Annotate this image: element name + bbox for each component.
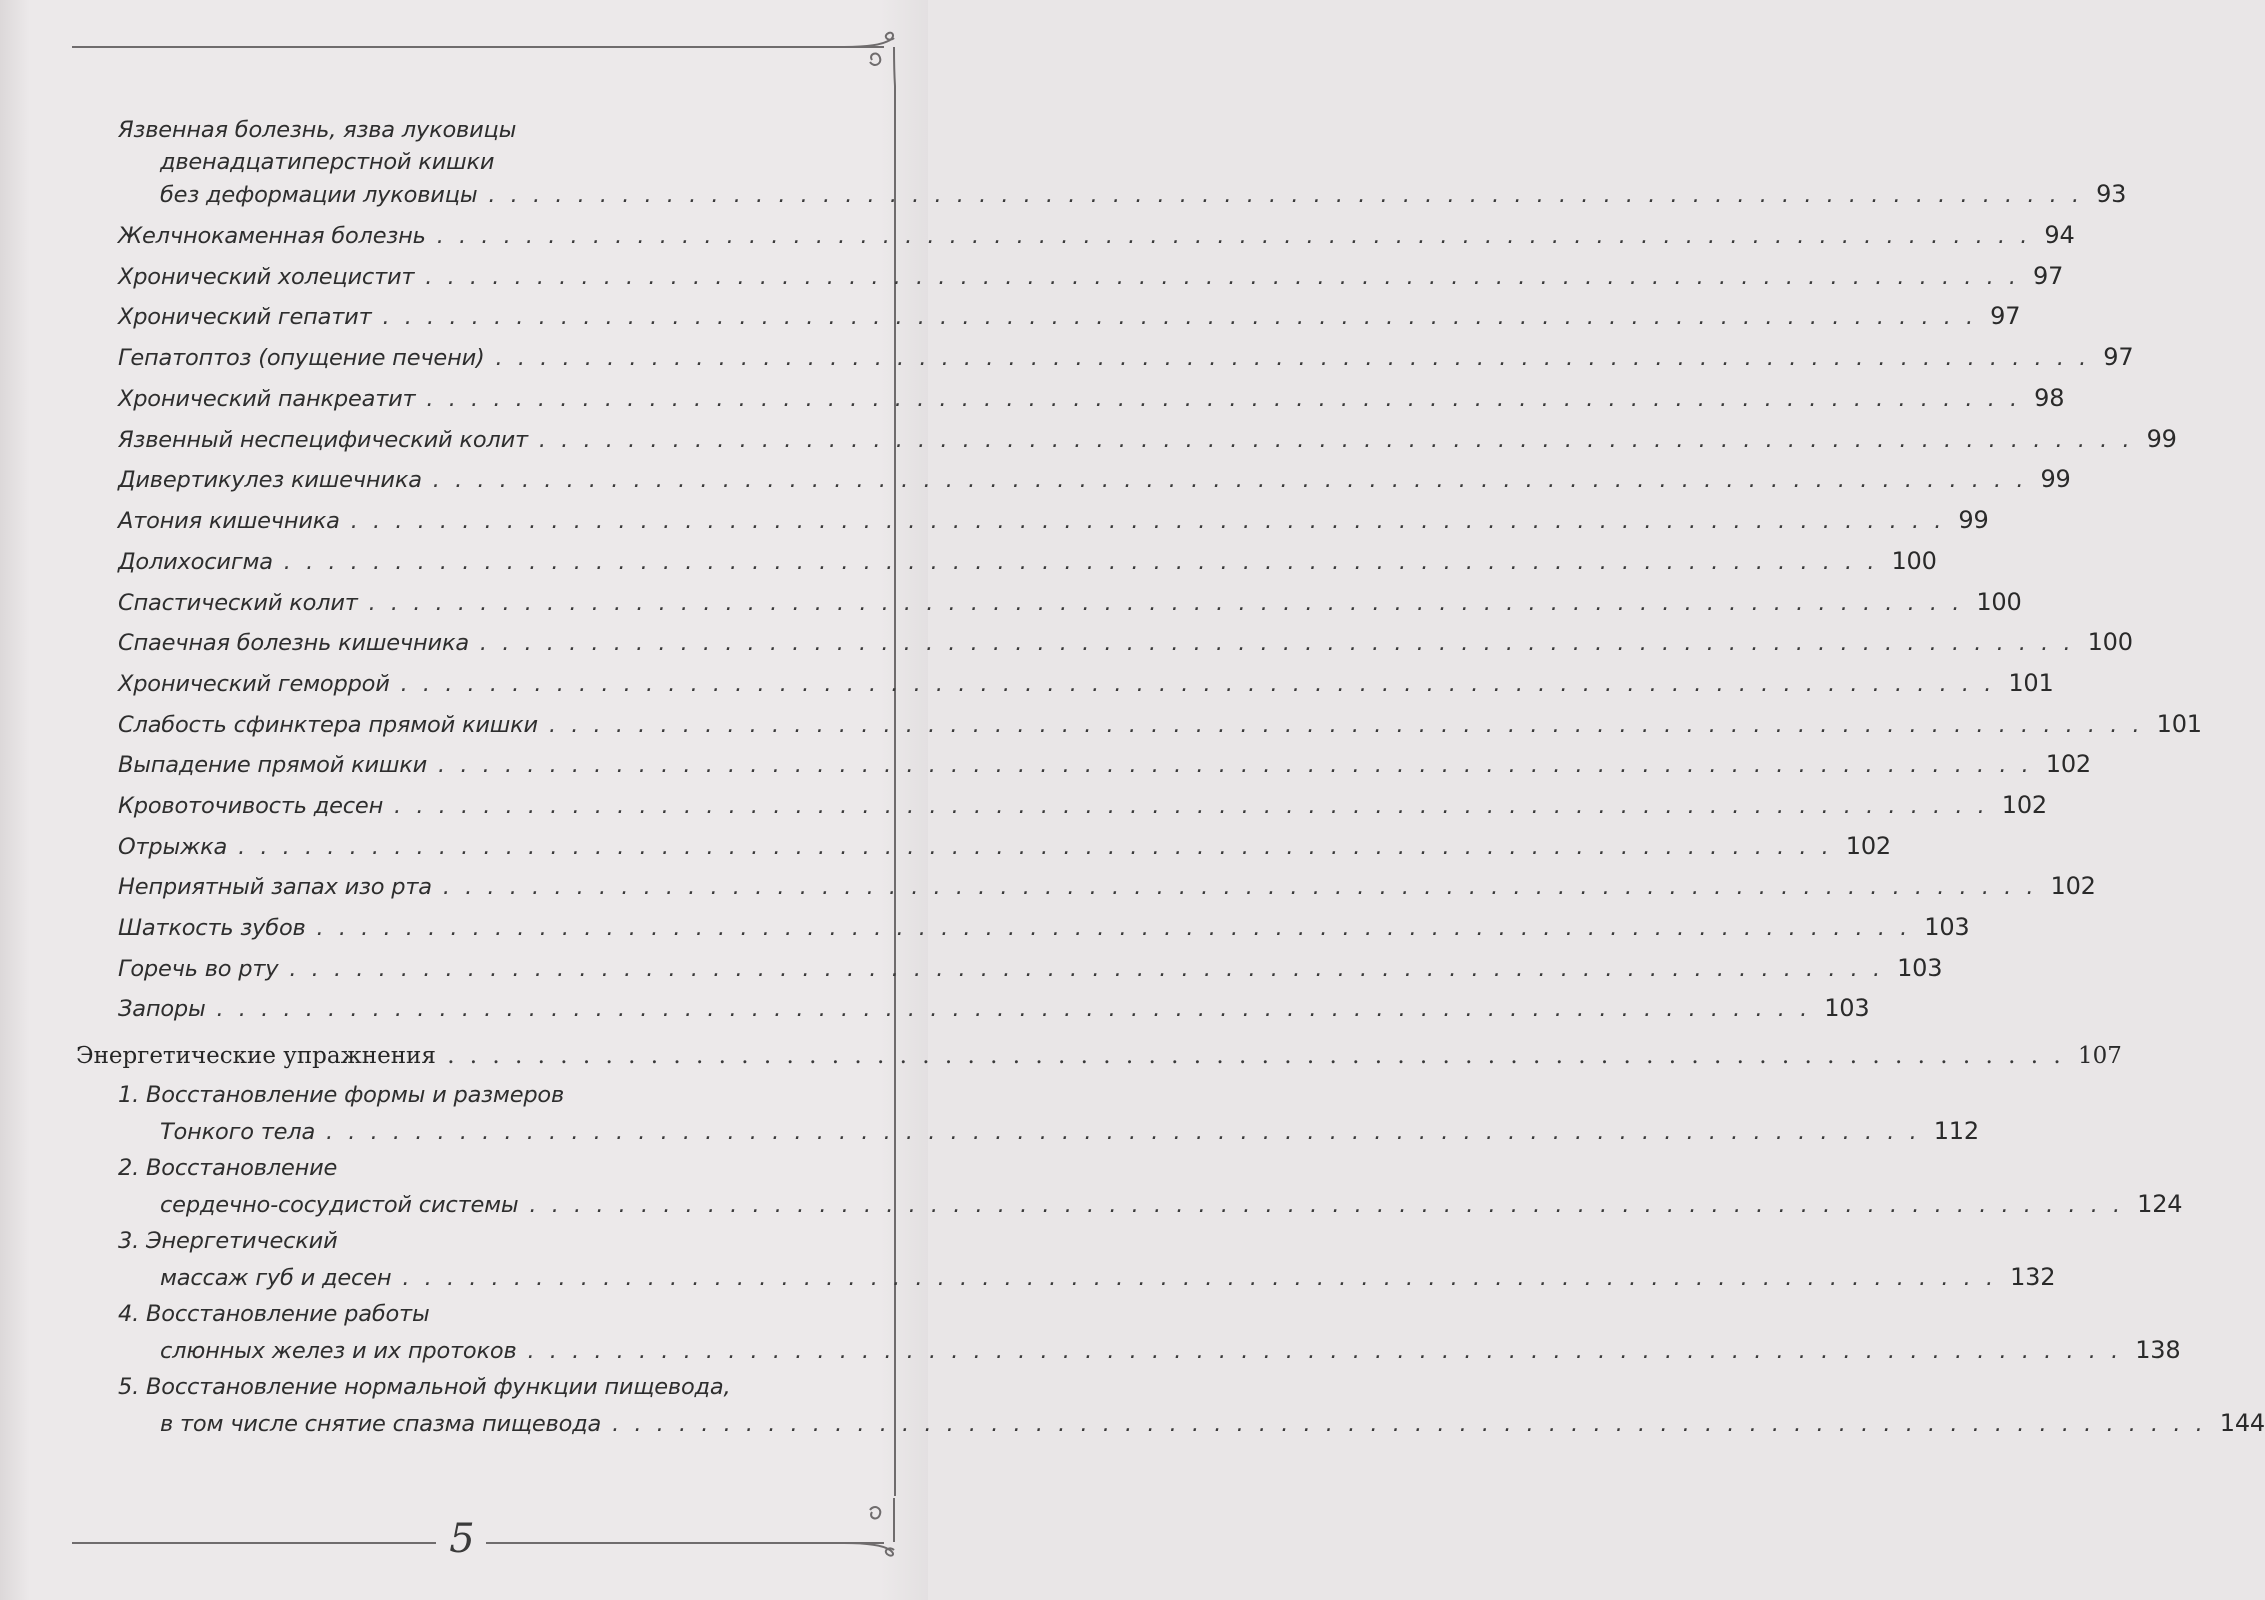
entry-leader-line bbox=[118, 830, 1892, 862]
entry-page-number: 97 bbox=[1990, 302, 2021, 330]
dot-leader bbox=[539, 427, 2134, 453]
dot-leader bbox=[612, 1411, 2207, 1437]
toc-entry[interactable] bbox=[118, 830, 1892, 862]
entry-title: Хронический геморрой bbox=[118, 671, 390, 697]
entry-leader-line bbox=[118, 789, 2047, 821]
entry-leader-line bbox=[118, 911, 1970, 943]
exercise-leader-line bbox=[118, 1405, 2265, 1441]
frame-top-rule bbox=[72, 46, 884, 48]
toc-entry[interactable] bbox=[118, 341, 2134, 373]
dot-leader bbox=[437, 223, 2032, 249]
dot-leader bbox=[317, 915, 1912, 941]
entry-title: Хронический холецистит bbox=[118, 264, 415, 290]
toc-entry[interactable] bbox=[118, 260, 2064, 292]
entry-leader-line bbox=[118, 870, 2096, 902]
dot-leader bbox=[401, 671, 1996, 697]
toc-entry[interactable] bbox=[118, 667, 2054, 699]
toc-entry[interactable] bbox=[118, 300, 2021, 332]
exercise-title: слюнных желез и их протоков bbox=[160, 1338, 517, 1364]
entry-page-number: 102 bbox=[2050, 872, 2096, 900]
dot-leader bbox=[480, 630, 2075, 656]
exercise-page-number: 112 bbox=[1933, 1117, 1979, 1145]
entry-title: Спаечная болезнь кишечника bbox=[118, 630, 469, 656]
entry-page-number: 99 bbox=[2040, 465, 2071, 493]
entry-leader-line bbox=[118, 586, 2022, 618]
exercise-title-line: 5. Восстановление нормальной функции пищевода, bbox=[118, 1374, 731, 1400]
toc-exercise-entry[interactable] bbox=[118, 1223, 2056, 1295]
entry-page-number: 102 bbox=[2001, 791, 2047, 819]
entry-page-number: 93 bbox=[2096, 180, 2127, 208]
toc-entry[interactable] bbox=[118, 626, 2133, 658]
entry-page-number: 102 bbox=[1845, 832, 1892, 860]
entry-title: Желчнокаменная болезнь bbox=[118, 223, 426, 249]
entry-title-line: двенадцатиперстной кишки bbox=[160, 149, 495, 175]
frame-bottom-rule-left bbox=[72, 1542, 436, 1544]
dot-leader bbox=[447, 1043, 2064, 1069]
dot-leader bbox=[426, 386, 2021, 412]
entry-title: Язвенный неспецифический колит bbox=[118, 427, 528, 453]
toc-entry[interactable] bbox=[118, 748, 2091, 780]
dot-leader bbox=[217, 996, 1812, 1022]
entry-leader-line bbox=[118, 423, 2177, 455]
dot-leader bbox=[394, 793, 1989, 819]
dot-leader bbox=[284, 549, 1879, 575]
frame-bottom-rule-right bbox=[486, 1542, 884, 1544]
section-title: Энергетические упражнения bbox=[76, 1043, 436, 1069]
section-leader-line bbox=[76, 1039, 2122, 1073]
entry-title: Хронический гепатит bbox=[118, 304, 372, 330]
entry-title: Шаткость зубов bbox=[118, 915, 306, 941]
dot-leader bbox=[443, 874, 2038, 900]
entry-leader-line bbox=[118, 300, 2021, 332]
exercise-page-number: 124 bbox=[2137, 1190, 2183, 1218]
entry-title: Слабость сфинктера прямой кишки bbox=[118, 712, 538, 738]
entry-title: Запоры bbox=[118, 996, 206, 1022]
entry-page-number: 99 bbox=[2146, 425, 2177, 453]
entry-leader-line bbox=[118, 626, 2133, 658]
toc-entry[interactable] bbox=[118, 114, 2127, 210]
toc-entry[interactable] bbox=[118, 952, 1943, 984]
dot-leader bbox=[289, 956, 1884, 982]
exercise-title: в том числе снятие спазма пищевода bbox=[160, 1411, 602, 1437]
exercise-title-line: 3. Энергетический bbox=[118, 1228, 338, 1254]
toc-entry[interactable] bbox=[118, 504, 1989, 536]
entry-leader-line bbox=[118, 748, 2091, 780]
toc-section-heading[interactable] bbox=[76, 1039, 2122, 1073]
exercise-title-line: 2. Восстановление bbox=[118, 1155, 338, 1181]
exercise-title: сердечно-сосудистой системы bbox=[160, 1192, 519, 1218]
toc-entry[interactable] bbox=[118, 423, 2177, 455]
entry-page-number: 100 bbox=[1891, 547, 1937, 575]
dot-leader bbox=[369, 590, 1964, 616]
toc-entry[interactable] bbox=[118, 545, 1937, 577]
entry-title: Хронический панкреатит bbox=[118, 386, 416, 412]
entry-leader-line bbox=[118, 463, 2071, 495]
page-number: 5 bbox=[449, 1516, 475, 1562]
dot-leader bbox=[496, 345, 2091, 371]
toc-exercise-entry[interactable] bbox=[118, 1369, 2265, 1441]
exercise-leader-line bbox=[118, 1186, 2183, 1222]
entry-leader-line bbox=[118, 260, 2064, 292]
entry-title: Выпадение прямой кишки bbox=[118, 752, 428, 778]
entry-page-number: 101 bbox=[2008, 669, 2054, 697]
entry-page-number: 98 bbox=[2034, 384, 2065, 412]
entry-title: Спастический колит bbox=[118, 590, 358, 616]
entry-leader-line bbox=[118, 545, 1937, 577]
toc-exercise-entry[interactable] bbox=[118, 1296, 2181, 1368]
flourish-top-right-ornament bbox=[842, 30, 902, 90]
entry-title: Кровоточивость десен bbox=[118, 793, 384, 819]
exercise-title-line: 4. Восстановление работы bbox=[118, 1301, 430, 1327]
entry-page-number: 97 bbox=[2103, 343, 2134, 371]
dot-leader bbox=[488, 182, 2083, 208]
entry-title: Дивертикулез кишечника bbox=[118, 467, 422, 493]
exercise-leader-line bbox=[118, 1332, 2181, 1368]
dot-leader bbox=[351, 508, 1946, 534]
entry-page-number: 100 bbox=[2087, 628, 2133, 656]
section-page-number: 107 bbox=[2077, 1043, 2122, 1069]
entry-leader-line bbox=[118, 341, 2134, 373]
exercise-page-number: 144 bbox=[2219, 1409, 2265, 1437]
toc-entry[interactable] bbox=[118, 463, 2071, 495]
entry-title: Отрыжка bbox=[118, 834, 228, 860]
entry-leader-line bbox=[118, 952, 1943, 984]
exercise-title-line: 1. Восстановление формы и размеров bbox=[118, 1082, 565, 1108]
entry-page-number: 94 bbox=[2044, 221, 2075, 249]
entry-page-number: 99 bbox=[1958, 506, 1989, 534]
entry-title: без деформации луковицы bbox=[160, 182, 478, 208]
toc-entry[interactable] bbox=[118, 708, 2202, 740]
toc-exercise-entry[interactable] bbox=[118, 1077, 1979, 1149]
entry-page-number: 102 bbox=[2045, 750, 2091, 778]
entry-title: Гепатоптоз (опущение печени) bbox=[118, 345, 485, 371]
entry-leader-line bbox=[118, 667, 2054, 699]
entry-title: Долихосигма bbox=[118, 549, 273, 575]
entry-leader-line bbox=[118, 504, 1989, 536]
exercise-page-number: 132 bbox=[2010, 1263, 2056, 1291]
entry-page-number: 103 bbox=[1897, 954, 1943, 982]
entry-title: Атония кишечника bbox=[118, 508, 340, 534]
dot-leader bbox=[326, 1119, 1921, 1145]
entry-page-number: 97 bbox=[2033, 262, 2064, 290]
entry-page-number: 103 bbox=[1824, 994, 1870, 1022]
dot-leader bbox=[549, 712, 2144, 738]
dot-leader bbox=[238, 834, 1833, 860]
toc-entry[interactable] bbox=[118, 789, 2047, 821]
exercise-leader-line bbox=[118, 1113, 1979, 1149]
entry-title-line: Язвенная болезнь, язва луковицы bbox=[118, 117, 517, 143]
dot-leader bbox=[529, 1192, 2124, 1218]
entry-title: Горечь во рту bbox=[118, 956, 279, 982]
exercise-title: Тонкого тела bbox=[160, 1119, 316, 1145]
exercise-leader-line bbox=[118, 1259, 2056, 1295]
toc-entry[interactable] bbox=[118, 911, 1970, 943]
entry-title: Неприятный запах изо рта bbox=[118, 874, 432, 900]
dot-leader bbox=[382, 304, 1977, 330]
entry-page-number: 103 bbox=[1924, 913, 1970, 941]
toc-entry[interactable] bbox=[118, 992, 1870, 1024]
entry-leader-line bbox=[118, 708, 2202, 740]
entry-leader-line bbox=[118, 178, 2127, 210]
toc-entry[interactable] bbox=[118, 870, 2096, 902]
exercise-title: массаж губ и десен bbox=[160, 1265, 392, 1291]
toc-entry[interactable] bbox=[118, 382, 2065, 414]
entry-page-number: 100 bbox=[1976, 588, 2022, 616]
entry-leader-line bbox=[118, 219, 2075, 251]
toc-entry[interactable] bbox=[118, 586, 2022, 618]
flourish-bottom-right-ornament bbox=[842, 1496, 902, 1556]
dot-leader bbox=[438, 752, 2033, 778]
toc-entry[interactable] bbox=[118, 219, 2075, 251]
toc-exercise-entry[interactable] bbox=[118, 1150, 2183, 1222]
dot-leader bbox=[433, 467, 2028, 493]
dot-leader bbox=[527, 1338, 2122, 1364]
dot-leader bbox=[425, 264, 2020, 290]
entry-page-number: 101 bbox=[2156, 710, 2202, 738]
entry-leader-line bbox=[118, 382, 2065, 414]
entry-leader-line bbox=[118, 992, 1870, 1024]
exercise-page-number: 138 bbox=[2135, 1336, 2181, 1364]
dot-leader bbox=[402, 1265, 1997, 1291]
